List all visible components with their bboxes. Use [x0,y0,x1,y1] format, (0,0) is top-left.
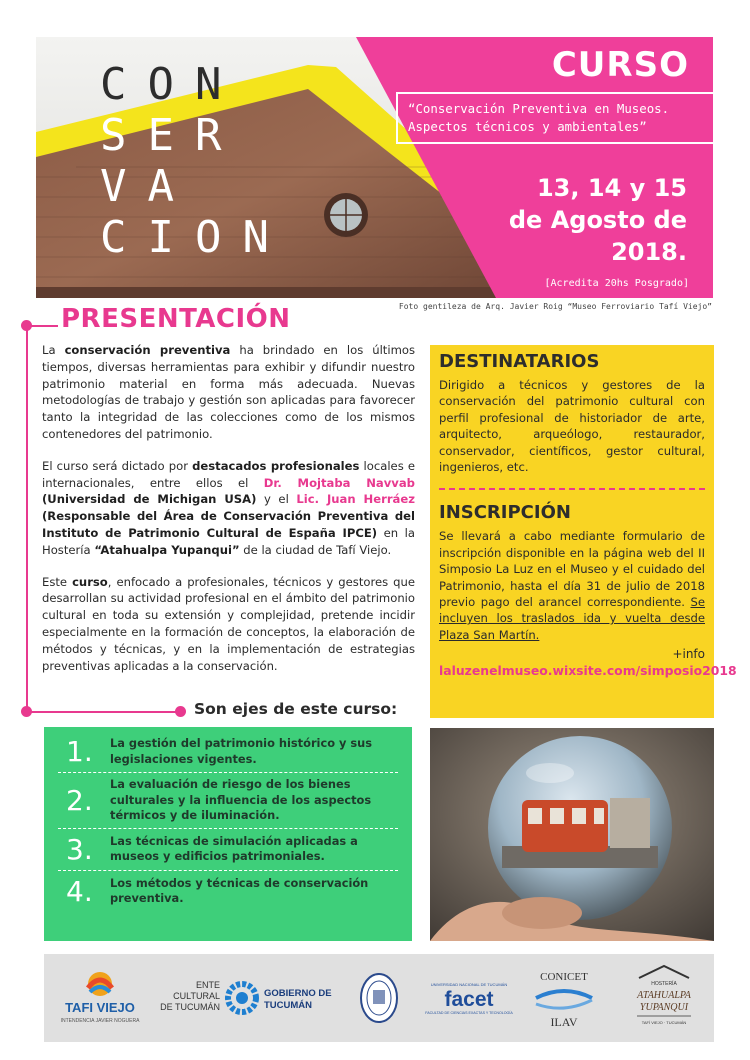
tafi-viejo-emblem [52,954,148,1042]
p2-text-f: y el [256,492,297,507]
p1-text-c: ha brindado en los últimos tiempos, diversas herramientas para exhibir y difundir nuestro patrimonio material en forma más adecuada. Nuevas metodologías de trabajo y gestión son aplicadas para favorecer tanto la integridad de las colecciones como de los mismos contenedores del patrimonio. [42,343,415,441]
sponsor-logos-bar [44,954,714,1042]
ente-text-1: ENTE [195,980,220,990]
seal-emblem [349,954,409,1042]
timeline-dot-bottom [21,706,32,717]
p2-text-k: de la ciudad de Tafí Viejo. [239,542,392,557]
conicet-ilav-logo [524,954,604,1042]
item-text: La gestión del patrimonio histórico y sus legislaciones vigentes. [110,736,373,766]
facet-top-text: UNIVERSIDAD NACIONAL DE TUCUMÁN [430,982,508,987]
conicet-text: CONICET [540,971,588,983]
p2-text-i: en la Hostería [42,525,415,557]
item-text: Los métodos y técnicas de conservación preventiva. [110,875,369,905]
p2-emphasis: destacados profesionales [192,458,360,473]
p2-text-a: El curso será dictado por [42,458,193,473]
course-title-line-2: Aspectos técnicos y ambientales” [408,119,647,134]
ente-cultural-emblem [160,954,340,1042]
gobierno-text-1: GOBIERNO DE [264,988,332,999]
timeline-line [26,325,28,712]
hosteria-text-4: TAFÍ VIEJO · TUCUMÁN [641,1020,687,1025]
course-title-box [396,92,713,144]
p2-text-c: locales e internacionales, entre ellos el [42,458,415,490]
p3-text-a: Este [42,574,73,589]
photo-credit: Foto gentileza de Arq. Javier Roig “Museo Ferroviario Tafí Viejo” [398,302,712,311]
timeline-dot-top [21,320,32,331]
facet-text: facet [444,988,494,1011]
p3-text-c: , enfocado a profesionales, técnicos y gestores que desarrollan su actividad profesional en el ámbito del patrimonio cultural en toda su extensión y complejidad, pretende incidir especialmente en la formación de conceptos, la elaboración de métodos y técnicas, y en la implementación de estrategias preventivas aplicadas a la conservación. [42,574,415,673]
timeline-bottom-rule [28,711,178,713]
ejes-heading: Son ejes de este curso: [194,700,398,718]
inscripcion-text [439,528,705,643]
website-link[interactable]: laluzenelmuseo.wixsite.com/simposio2018 [439,663,737,679]
info-panel [430,345,737,718]
course-label: CURSO [551,45,689,85]
list-item [58,871,398,912]
inscripcion-transport-note: Se incluyen los traslados ida y vuelta desde Plaza San Martín. [439,595,705,642]
hosteria-text-2: ATAHUALPA [637,990,691,1001]
accreditation-note: [Acredita 20hs Posgrado] [544,278,689,289]
tafi-logo-subtext: INTENDENCIA JAVIER NOGUERA [60,1018,140,1024]
crystal-ball-photo [430,728,714,941]
word-line-1: CON [100,59,243,110]
course-title-line-1: “Conservación Preventiva en Museos. [408,101,670,116]
tafi-logo-text: TAFI VIEJO [65,1000,135,1015]
destinatarios-text: Dirigido a técnicos y gestores de la conservación del patrimonio cultural con perfil profesional de historiador de arte, arquitecto, arqueólogo, restaurador, conservador, científicos, gestor cultural, ingenieros, etc. [439,378,705,475]
p1-emphasis: conservación preventiva [64,343,231,357]
presentacion-paragraph-1 [42,342,415,443]
date-line-1: 13, 14 y 15 [536,174,687,202]
word-line-2: SER [100,110,243,161]
inscripcion-heading: INSCRIPCIÓN [439,502,571,524]
more-info-label: +info [672,647,705,662]
p3-emphasis: curso [72,574,108,589]
hosteria-logo [619,954,709,1042]
facet-logo [424,954,514,1042]
ilav-text: ILAV [550,1015,578,1029]
crystal-ball-image [430,728,714,941]
presentacion-body [42,342,415,689]
item-number: 2. [66,783,93,817]
ejes-list [44,727,412,941]
word-line-4: CION [100,212,290,263]
date-line-2: de Agosto de [508,206,687,234]
timeline-dot-ejes [175,706,186,717]
presentacion-heading: PRESENTACIÓN [61,304,291,334]
presentacion-paragraph-2 [42,458,415,559]
speaker-name-1: Dr. Mojtaba Navvab [263,475,415,490]
destinatarios-heading: DESTINATARIOS [439,351,600,372]
speaker-name-2: Lic. Juan Herráez [296,492,415,507]
item-text: La evaluación de riesgo de los bienes culturales y la influencia de los aspectos térmicos y de iluminación. [110,777,372,822]
ente-text-3: DE TUCUMÁN [160,1002,220,1012]
tafi-viejo-logo [52,954,148,1042]
p1-text-a: La [42,343,65,357]
date-line-3: 2018. [611,238,687,266]
list-item [58,829,398,871]
list-item [58,773,398,829]
ente-cultural-logo [160,954,340,1042]
panel-divider [439,488,705,490]
inscripcion-body: Se llevará a cabo mediante formulario de inscripción disponible en la página web del II Simposio La Luz en el Museo y el cuidado del Patrimonio, hasta el día 31 de julio de 2018 previo pago del arancel correspondiente. [439,529,705,610]
speaker-affiliation-2: (Responsable del Área de Conservación Preventiva del Instituto de Patrimonio Cultural de España IPCE) [42,509,415,540]
speaker-affiliation-1: (Universidad de Michigan USA) [42,492,257,507]
item-number: 4. [66,874,93,908]
hosteria-text-3: YUPANQUI [639,1002,689,1013]
venue-name: “Atahualpa Yupanqui” [94,542,240,557]
item-text: Las técnicas de simulación aplicadas a museos y edificios patrimoniales. [110,833,358,863]
item-number: 3. [66,832,93,866]
facet-emblem [424,954,514,1042]
hosteria-text-1: HOSTERÍA [651,981,677,987]
list-item [58,731,398,773]
item-number: 1. [66,735,93,768]
conicet-emblem [524,954,604,1042]
hosteria-emblem [619,954,709,1042]
ente-text-2: CULTURAL [173,991,220,1001]
university-seal-logo [349,954,409,1042]
facet-subtext: FACULTAD DE CIENCIAS EXACTAS Y TECNOLOGÍA [425,1011,513,1015]
conservacion-wordmark [100,59,290,263]
gobierno-text-2: TUCUMÁN [264,1000,313,1011]
course-dates [487,172,687,268]
hero-banner [36,37,713,298]
presentacion-paragraph-3 [42,574,415,675]
word-line-3: VA [100,161,195,212]
timeline-top-rule [28,325,58,327]
